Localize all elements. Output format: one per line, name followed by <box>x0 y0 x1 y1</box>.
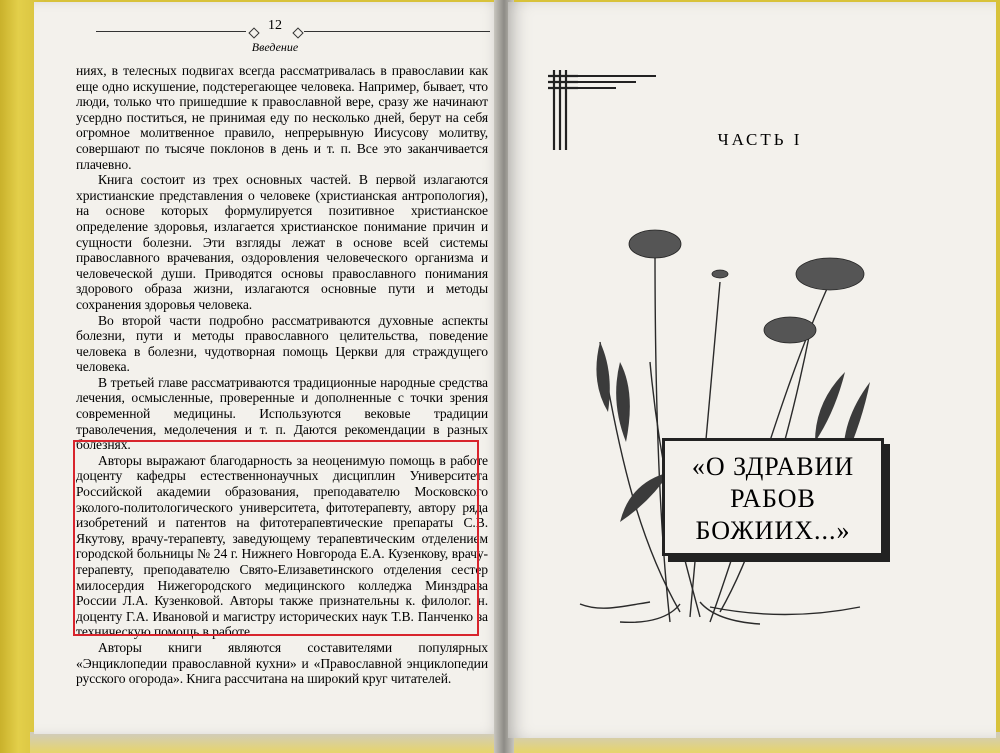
part-title-line: «О ЗДРАВИИ <box>691 452 855 481</box>
corner-ornament-rule-icon <box>576 70 776 100</box>
paragraph: Авторы книги являются составителями популярных «Энциклопедии православной кухни» и «Православной энциклопедии русского огорода». Книга рассчитана на широкий круг читателей. <box>76 639 488 687</box>
paragraph: Во второй части подробно рассматриваются духовные аспекты болезни, пути и методы православного целительства, поведение человека в болезни, чудотворная помощь Церкви для страждущего человека. <box>76 312 488 375</box>
herb-illustration-icon <box>560 212 900 632</box>
part-title-line: БОЖИИХ...» <box>695 516 851 545</box>
paragraph: Книга состоит из трех основных частей. В первой излагаются христианские представления о человеке (христианская антропология), на основе которых формулируется позитивное христианское определение здоровья, излагается христианское понимание причин и сущности болезни. Эти взгляды лежат в основе всей системы православного врачевания, оздоровления человеческого организма и человеческой души. Приводятся основы православного понимания здорового образа жизни, излагаются основные пути и методы сохранения здоровья человека. <box>76 172 488 312</box>
section-title: Введение <box>251 40 299 54</box>
highlight-annotation-box <box>73 440 479 636</box>
corner-ornament-icon <box>548 70 578 150</box>
page-number: 12 <box>268 18 282 33</box>
paragraph: ниях, в телесных подвигах всегда рассматривалась в православии как еще одно искушение, подстерегающее человека. Например, бывает, что люди, только что пришедшие к православной вере, сразу же начинают усердно поститься, не принимая еду по несколько дней, берут на себя огромное молитвенное правило, непрерывную Иисусову молитву, совершают по тысяче поклонов в день и т. п. Все это заканчивается плачевно. <box>76 63 488 172</box>
part-label: ЧАСТЬ I <box>717 130 803 149</box>
paragraph: В третьей главе рассматриваются традиционные народные средства лечения, осмысленные, проверенные и дополненные с точки зрения современной медицины. Используются вековые традиции траволечения, медолечения и т. п. Даются рекомендации в разных болезнях. <box>76 374 488 453</box>
part-title-frame <box>662 438 884 556</box>
header-rule-left <box>96 31 246 32</box>
part-title <box>665 451 881 547</box>
part-title-line: РАБОВ <box>730 484 816 513</box>
acknowledgements-paragraph: Авторы выражают благодарность за неоценимую помощь в работе доценту кафедры естественнонаучных дисциплин Университета Российской академии образования, преподавателю Московского эколого-политологического университета, фитотерапевту, автору ряда изобретений и патентов на фитотерапевтические препараты С.В. Якутову, врачу-терапевту, заведующему терапевтическим отделением городской больницы № 24 г. Нижнего Новгорода Е.А. Кузенкову, врачу-терапевту, преподавателю Свято-Елизаветинского отделения сестер милосердия Нижегородского медицинского колледжа Минздрава России Л.А. Кузенковой. Авторы также признательны к. филолог. н. доценту Г.А. Ивановой и магистру исторических наук Т.В. Панченко за техническую помощь в работе. <box>76 452 488 640</box>
header-rule-right <box>304 31 490 32</box>
